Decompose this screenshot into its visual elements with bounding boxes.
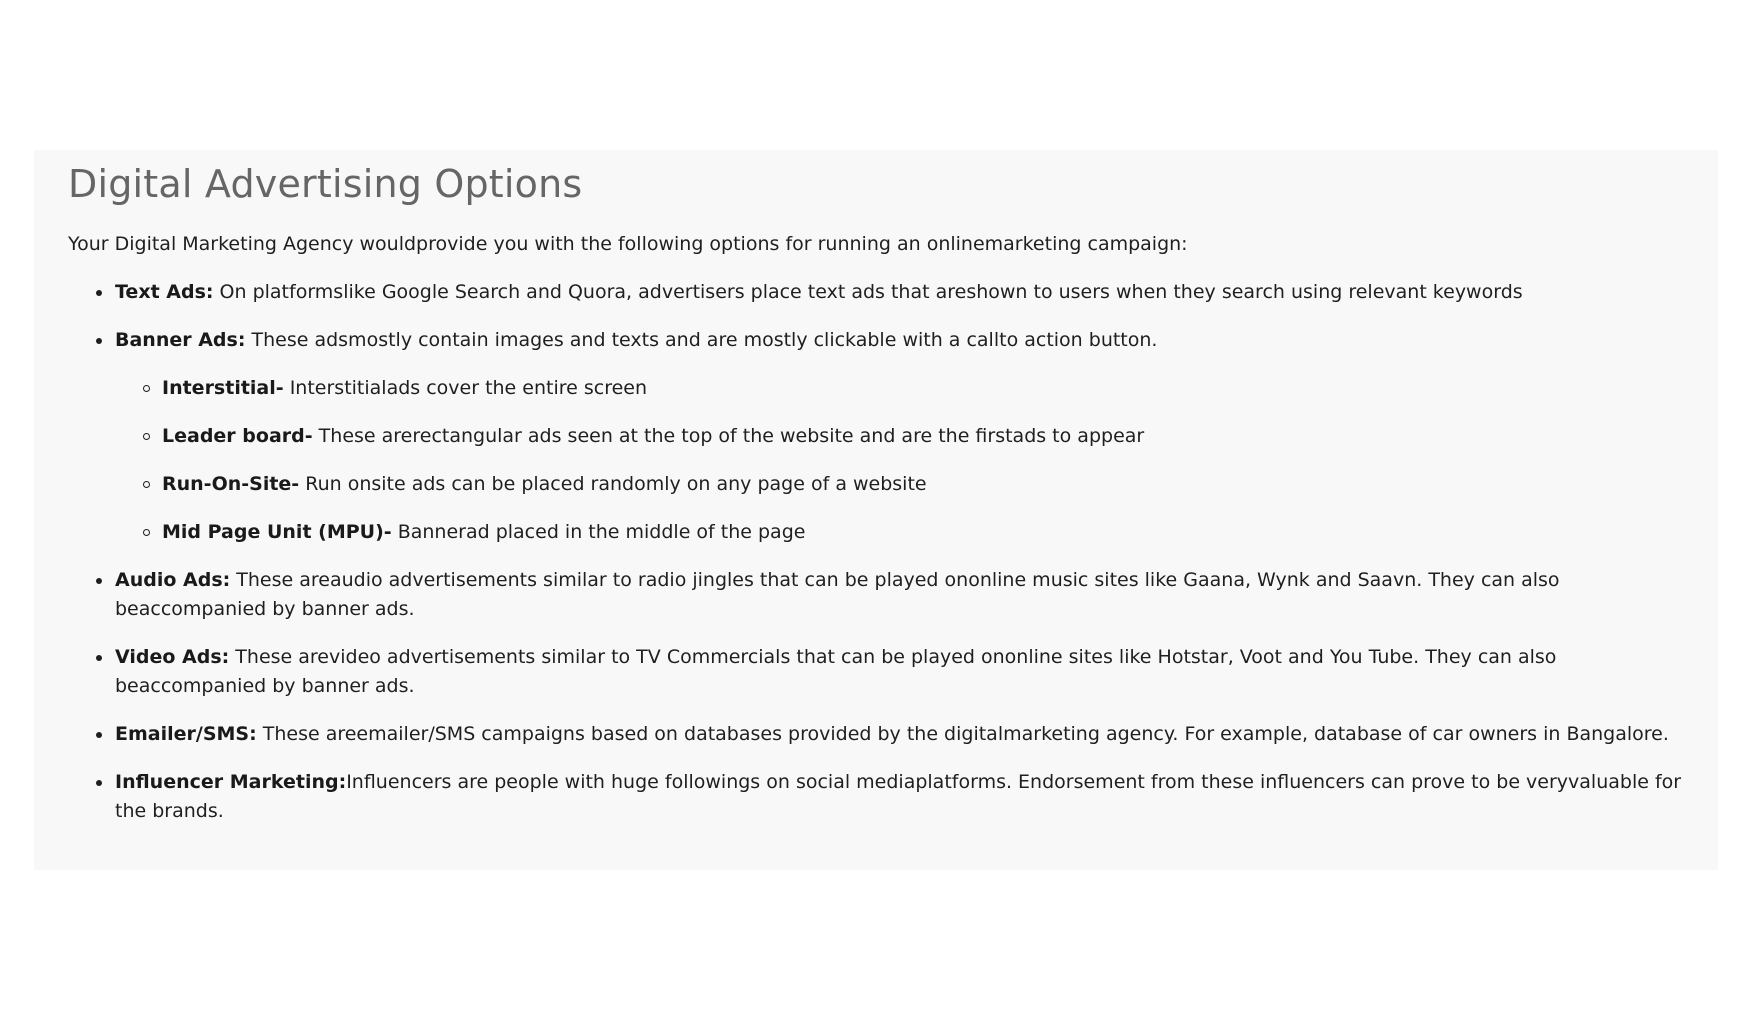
subitem-description: Run onsite ads can be placed randomly on any page of a website	[299, 473, 927, 495]
content-panel	[34, 150, 1718, 870]
subitem-description: Interstitialads cover the entire screen	[283, 377, 648, 399]
subitem-description: These arerectangular ads seen at the top of the website and are the firstads to appear	[312, 425, 1145, 447]
banner-ads-sublist	[115, 374, 1713, 547]
item-term: Banner Ads:	[115, 329, 246, 351]
sublist-item-mpu	[162, 518, 1713, 547]
page-title: Digital Advertising Options	[68, 162, 583, 206]
list-item-audio-ads	[115, 566, 1719, 624]
advertising-options-list	[68, 278, 1719, 826]
item-description: On platformslike Google Search and Quora, advertisers place text ads that areshown to users when they search using relevant keywords	[213, 281, 1523, 303]
list-item-banner-ads	[115, 326, 1719, 547]
item-description: These areemailer/SMS campaigns based on databases provided by the digitalmarketing agency. For example, database of car owners in Bangalore.	[256, 723, 1669, 745]
item-description: These areaudio advertisements similar to radio jingles that can be played ononline music sites like Gaana, Wynk and Saavn. They can also beaccompanied by banner ads.	[115, 569, 1560, 620]
subitem-term: Mid Page Unit (MPU)-	[162, 521, 392, 543]
subitem-term: Leader board-	[162, 425, 313, 447]
list-item-video-ads	[115, 643, 1719, 701]
subitem-term: Interstitial-	[162, 377, 284, 399]
sublist-item-leader-board	[162, 422, 1713, 451]
item-description: These adsmostly contain images and texts and are mostly clickable with a callto action button.	[245, 329, 1158, 351]
list-item-emailer-sms	[115, 720, 1719, 749]
sublist-item-interstitial	[162, 374, 1713, 403]
item-term: Emailer/SMS:	[115, 723, 257, 745]
item-description: Influencers are people with huge followings on social mediaplatforms. Endorsement from these influencers can prove to be veryvaluable for the brands.	[115, 771, 1682, 822]
sublist-item-run-on-site	[162, 470, 1713, 499]
list-item-influencer-marketing	[115, 768, 1719, 826]
intro-paragraph: Your Digital Marketing Agency wouldprovide you with the following options for running an onlinemarketing campaign:	[68, 233, 1188, 255]
item-term: Audio Ads:	[115, 569, 231, 591]
item-description: These arevideo advertisements similar to TV Commercials that can be played ononline sites like Hotstar, Voot and You Tube. They can also beaccompanied by banner ads.	[115, 646, 1557, 697]
subitem-description: Bannerad placed in the middle of the page	[391, 521, 806, 543]
item-term: Text Ads:	[115, 281, 214, 303]
list-item-text-ads	[115, 278, 1719, 307]
item-term: Video Ads:	[115, 646, 230, 668]
item-term: Influencer Marketing:	[115, 771, 347, 793]
subitem-term: Run-On-Site-	[162, 473, 300, 495]
